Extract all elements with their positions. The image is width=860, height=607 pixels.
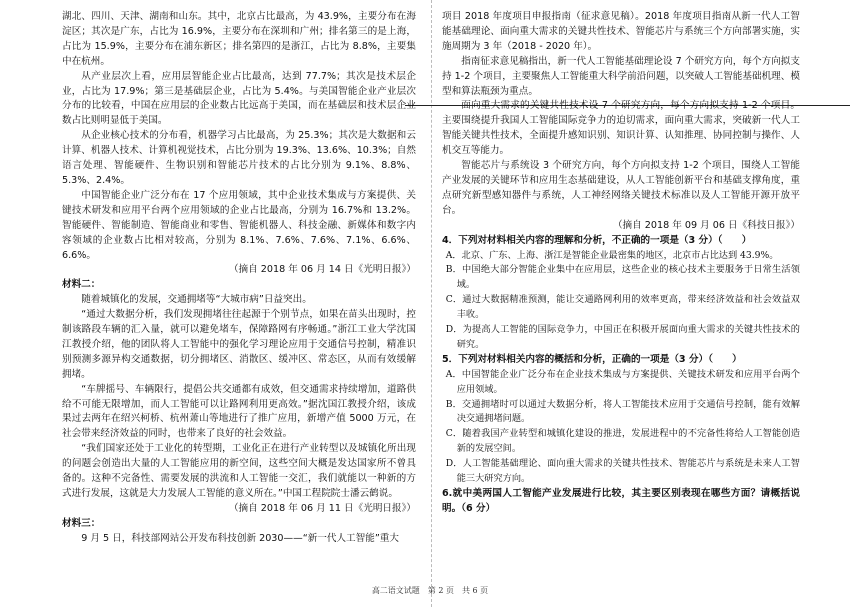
question-4-option-c: C．通过大数据精准预测，能让交通路网利用的效率更高，带来经济效益和社会效益双丰收。 [445,294,800,321]
material2-paragraph-1: 随着城镇化的发展，交通拥堵等“大城市病”日益突出。 [81,294,312,306]
material2-source: （摘自 2018 年 06 月 11 日《光明日报》） [228,502,416,514]
fold-line [431,0,432,607]
material3-paragraph-2: 项目 2018 年度项目申报指南（征求意见稿）。2018 年度项目指南从新一代人工智能基础理论、面向重大需求的关键共性技术、智能芯片与系统三个方向部署实施，实施周期为 3 年（2018 - 2020 年）。 [442,11,800,52]
material3-title: 材料三： [62,517,101,529]
question-5-option-d: D．人工智能基础理论、面向重大需求的关键共性技术、智能芯片与系统是未来人工智能三大研究方向。 [445,458,800,485]
question-5-option-c: C．随着我国产业转型和城镇化建设的推进，发展进程中的不完备性将给人工智能创造新的发展空间。 [445,428,800,455]
left-column [62,10,416,547]
question-4: 4．下列对材料相关内容的理解和分析，不正确的一项是（3 分）（ ） [442,234,752,246]
material2-title: 材料二： [62,279,101,291]
material3-paragraph-5: 智能芯片与系统设 3 个研究方向，每个方向拟支持 1-2 个项目，围绕人工智能产业发展的关键环节和应用生态基础建设，从人工智能创新平台和基础支撑角度，重点研究新型感知器件与系统，人工神经网络关键技术标准以及人工智能开源开放平台。 [442,160,800,216]
material2-paragraph-2: “通过大数据分析，我们发现拥堵往往起源于个别节点，如果在苗头出现时，控制该路段车辆的汇入量，就可以避免堵车，保障路网有序畅通。”浙江工业大学沈国江教授介绍，他的团队将人工智能中的强化学习理论应用于交通信号控制，精准识别预测多源异构交通数据，切分拥堵区、消散区、缓冲区、常态区，从而有效缓解拥堵。 [62,309,416,380]
material1-paragraph-3: 从企业核心技术的分布看，机器学习占比最高，为 25.3%；其次是大数据和云计算、机器人技术、计算机视觉技术，占比分别为 19.3%、13.6%、10.3%；自然语言处理、智能硬件、生物识别和智能芯片技术的占比分别为 9.1%、8.8%、5.3%、2.4%。 [62,130,416,186]
material1-paragraph-1: 湖北、四川、天津、湖南和山东。其中，北京占比最高，为 43.9%，主要分布在海淀区；其次是广东，占比为 16.9%，主要分布在深圳和广州；排名第三的是上海，占比为 15.9%，主要分布在浦东新区；排名第四的是浙江，占比为 8.8%，主要集中在杭州。 [62,11,416,67]
material1-paragraph-2: 从产业层次上看，应用层智能企业占比最高，达到 77.7%；其次是技术层企业，占比为 17.9%；第三是基础层企业，占比为 5.4%。与美国智能企业产业层次分布的比较看，中国在应用层的企业数占比远高于美国，而在基础层和技术层企业数占比则明显低于美国。 [62,70,416,127]
question-4-option-d: D．为提高人工智能的国际竞争力，中国正在积极开展面向重大需求的关键共性技术的研究。 [445,324,800,350]
material3-paragraph-4: 面向重大需求的关键共性技术设 7 个研究方向，每个方向拟支持 1-2 个项目。主要围绕提升我国人工智能国际竞争力的迫切需求，面向重大需求，突破新一代人工智能关键共性技术，全面提升感知识别、知识计算、认知推理、协同控制与操作、人机交互等能力。 [442,100,800,157]
question-5-option-b: B．交通拥堵时可以通过大数据分析，将人工智能技术应用于交通信号控制，能有效解决交通拥堵问题。 [445,398,800,425]
material1-paragraph-4: 中国智能企业广泛分布在 17 个应用领域，其中企业技术集成与方案提供、关键技术研发和应用平台两个应用领域的企业占比最高，分别为 16.7%和 13.2%。智能硬件、智能制造、智能商业和零售、智能机器人、科技金融、新媒体和数字内容领域的企业数占比相对较高，分别为 8.1%、7.6%、7.6%、7.1%、6.6%、6.6%。 [62,189,416,261]
material3-paragraph-3: 指南征求意见稿指出，新一代人工智能基础理论设 7 个研究方向，每个方向拟支持 1-2 个项目，主要聚焦人工智能重大科学前沿问题，以突破人工智能基础机理、模型和算法瓶颈为重点。 [442,55,800,97]
question-4-option-b: B．中国绝大部分智能企业集中在应用层，这些企业的核心技术主要服务于日常生活领域。 [445,264,800,291]
question-6: 6.就中美两国人工智能产业发展进行比较，其主要区别表现在哪些方面？请概括说明。（6 分） [442,488,800,514]
question-4-option-a: A．北京、广东、上海、浙江是智能企业最密集的地区，北京市占比达到 43.9%。 [445,249,779,261]
question-5-option-a: A．中国智能企业广泛分布在企业技术集成与方案提供、关键技术研发和应用平台两个应用领域。 [445,368,800,395]
material3-paragraph-1: 9 月 5 日，科技部网站公开发布科技创新 2030——“新一代人工智能”重大 [81,532,399,544]
material2-paragraph-3: “车牌摇号、车辆限行，提倡公共交通都有成效，但交通需求持续增加，道路供给不可能无限增加，而人工智能可以让路网利用更高效。”据沈国江教授介绍，该成果过去两年在绍兴柯桥、杭州萧山等地进行了推广应用，新增产值 5000 万元，在社会带来经济效益的同时，也带来了良好的社会效益。 [62,383,416,440]
material2-paragraph-4: “我们国家还处于工业化的转型期，工业化正在进行产业转型以及城镇化所出现的问题会创造出大量的人工智能应用的新空间，这些空间大概是发达国家所不曾具备的。这种不完备性、需要发展的洪流和人工智能一交汇，我们就能以一种新的方式进行发展，这就是大力发展人工智能的意义所在。”中国工程院院士潘云鹤说。 [62,443,416,499]
material1-source: （摘自 2018 年 06 月 14 日《光明日报》） [228,264,416,276]
page-footer: 高二语文试题 第 2 页 共 6 页 [371,586,489,595]
question-5: 5．下列对材料相关内容的概括和分析，正确的一项是（3 分）（ ） [442,353,742,365]
right-column [442,10,800,517]
material3-source: （摘自 2018 年 09 月 06 日《科技日报》） [612,219,800,231]
